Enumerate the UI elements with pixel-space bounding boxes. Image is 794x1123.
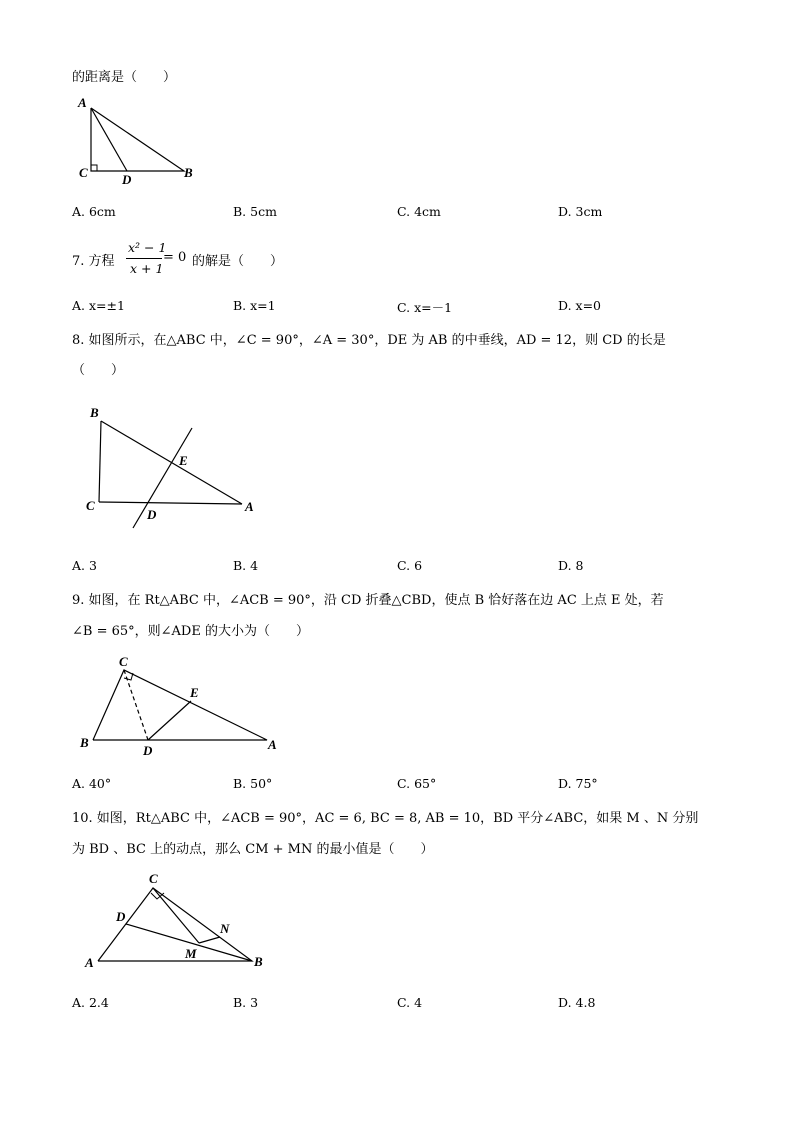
q8-label-c: C: [86, 498, 95, 513]
q9-stem-line2: ∠B = 65°，则∠ADE 的大小为（ ）: [72, 624, 309, 639]
q10-label-a: A: [85, 955, 94, 970]
q10-option-d[interactable]: D. 4.8: [558, 995, 596, 1010]
q9-label-a: A: [268, 737, 277, 752]
q10-option-c[interactable]: C. 4: [397, 995, 423, 1010]
q8-stem-line2: （ ）: [72, 363, 125, 378]
q7-tail: 的解是（ ）: [192, 254, 284, 269]
q9-option-c[interactable]: C. 65°: [397, 776, 437, 791]
q6-figure: [74, 92, 214, 187]
q9-option-a[interactable]: A. 40°: [72, 776, 112, 791]
q9-label-e: E: [190, 685, 199, 700]
q6-stem-tail: 的距离是（ ）: [72, 70, 177, 85]
q10-label-b: B: [254, 954, 263, 969]
q10-figure: [82, 868, 282, 968]
q7-option-a[interactable]: A. x=±1: [72, 298, 125, 313]
q10-label-c: C: [149, 871, 158, 886]
q10-label-n: N: [220, 921, 230, 936]
q6-option-b[interactable]: B. 5cm: [233, 204, 277, 219]
q8-option-a[interactable]: A. 3: [72, 558, 97, 573]
q7-equals: = 0: [163, 250, 187, 265]
q9-figure: [78, 652, 288, 762]
q6-option-d[interactable]: D. 3cm: [558, 204, 603, 219]
q7-fraction-bar: [126, 258, 162, 259]
q9-option-d[interactable]: D. 75°: [558, 776, 598, 791]
q9-label-b: B: [80, 735, 89, 750]
q10-label-m: M: [185, 946, 197, 961]
q9-option-b[interactable]: B. 50°: [233, 776, 273, 791]
q7-option-b[interactable]: B. x=1: [233, 298, 276, 313]
q9-label-c: C: [119, 654, 128, 669]
q8-label-d: D: [147, 507, 157, 522]
q6-option-c[interactable]: C. 4cm: [397, 204, 441, 219]
q8-label-a: A: [245, 499, 254, 514]
q8-stem-line1: 8. 如图所示，在△ABC 中，∠C = 90°，∠A = 30°，DE 为 AB 的中垂线，AD = 12，则 CD 的长是: [72, 333, 666, 348]
q8-label-e: E: [179, 453, 188, 468]
q7-number: 7. 方程: [72, 254, 115, 269]
q9-label-d: D: [143, 743, 153, 758]
q8-option-c[interactable]: C. 6: [397, 558, 423, 573]
q7-denominator: x + 1: [130, 261, 164, 276]
q10-stem-line1: 10. 如图，Rt△ABC 中，∠ACB = 90°，AC = 6, BC = 8, AB = 10，BD 平分∠ABC，如果 M 、N 分别: [72, 811, 699, 826]
q6-label-d: D: [122, 172, 132, 187]
q7-numerator: x² − 1: [128, 240, 167, 255]
q7-option-c[interactable]: C. x=－1: [397, 300, 453, 315]
q9-stem-line1: 9. 如图，在 Rt△ABC 中，∠ACB = 90°，沿 CD 折叠△CBD，使点 B 恰好落在边 AC 上点 E 处，若: [72, 593, 664, 608]
q10-option-b[interactable]: B. 3: [233, 995, 259, 1010]
q8-option-b[interactable]: B. 4: [233, 558, 259, 573]
q10-option-a[interactable]: A. 2.4: [72, 995, 109, 1010]
q6-label-b: B: [184, 165, 193, 180]
q10-label-d: D: [116, 909, 126, 924]
q8-label-b: B: [90, 405, 99, 420]
q6-label-a: A: [78, 95, 87, 110]
q8-figure: [80, 400, 270, 530]
q6-label-c: C: [79, 165, 88, 180]
q6-option-a[interactable]: A. 6cm: [72, 204, 116, 219]
q7-option-d[interactable]: D. x=0: [558, 298, 601, 313]
q8-option-d[interactable]: D. 8: [558, 558, 584, 573]
q10-stem-line2: 为 BD 、BC 上的动点，那么 CM + MN 的最小值是（ ）: [72, 842, 434, 857]
